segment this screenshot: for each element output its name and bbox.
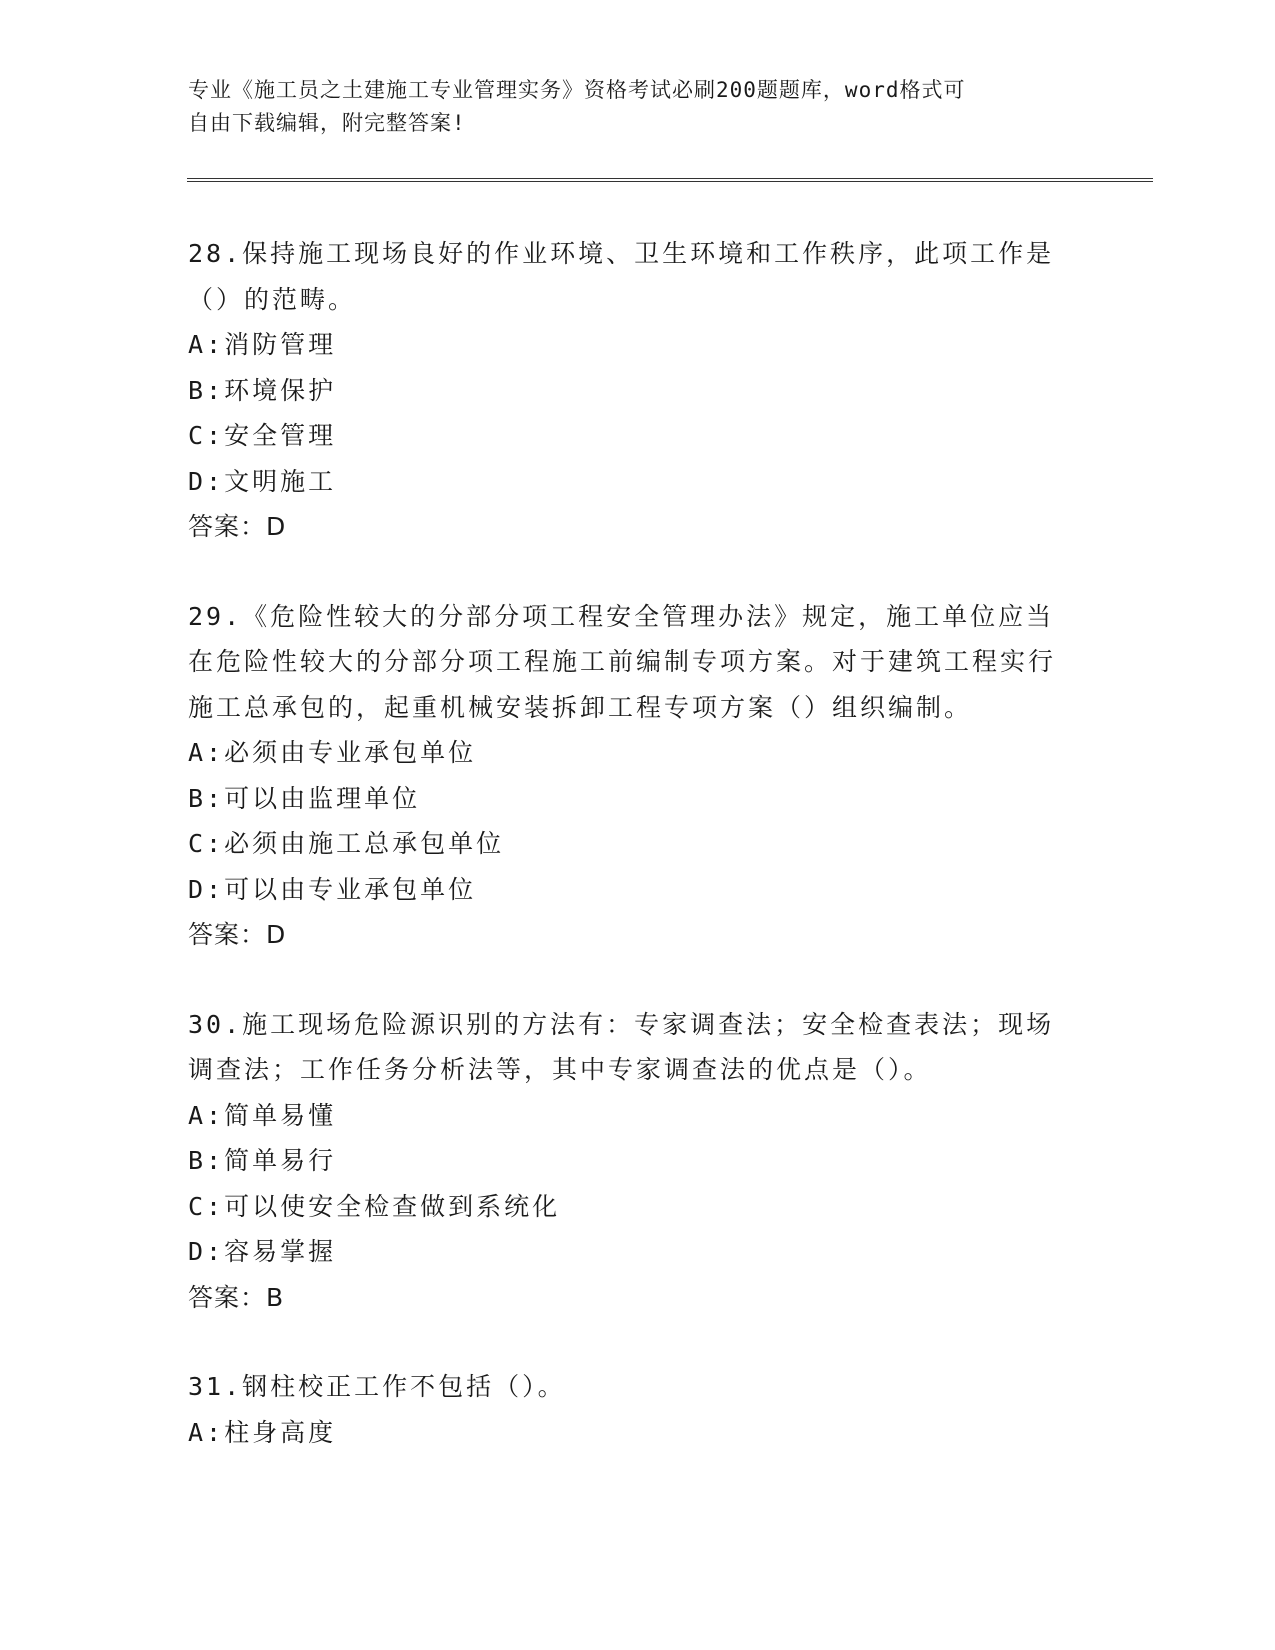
question-stem: 28.保持施工现场良好的作业环境、卫生环境和工作秩序，此项工作是（）的范畴。	[188, 239, 1055, 314]
header-line-2: 自由下载编辑，附完整答案!	[188, 111, 466, 135]
question-list	[188, 231, 1088, 1499]
question-28	[188, 231, 1088, 550]
option-c: C:安全管理	[188, 421, 337, 450]
question-30	[188, 1002, 1088, 1321]
option-d: D:可以由专业承包单位	[188, 874, 477, 904]
question-stem: 31.钢柱校正工作不包括（）。	[188, 1372, 566, 1401]
question-31	[188, 1364, 1088, 1455]
header-line-1: 专业《施工员之土建施工专业管理实务》资格考试必刷200题题库，word格式可	[188, 78, 966, 102]
option-b: B:可以由监理单位	[188, 783, 421, 813]
question-29	[188, 594, 1088, 958]
answer: 答案：D	[188, 512, 287, 541]
option-a: A:简单易懂	[188, 1100, 337, 1130]
answer: 答案：B	[188, 1282, 285, 1312]
option-a: A:消防管理	[188, 330, 337, 359]
option-c: C:可以使安全检查做到系统化	[188, 1191, 561, 1221]
option-b: B:简单易行	[188, 1146, 337, 1175]
option-a: A:必须由专业承包单位	[188, 738, 477, 767]
page-header	[188, 74, 1068, 140]
header-divider	[187, 178, 1153, 182]
question-stem: 29.《危险性较大的分部分项工程安全管理办法》规定，施工单位应当在危险性较大的分部分项工程施工前编制专项方案。对于建筑工程实行施工总承包的，起重机械安装拆卸工程专项方案（）组织编制。	[188, 601, 1057, 722]
option-a: A:柱身高度	[188, 1417, 337, 1447]
answer: 答案：D	[188, 920, 287, 949]
option-d: D:容易掌握	[188, 1237, 337, 1266]
option-d: D:文明施工	[188, 466, 337, 496]
option-c: C:必须由施工总承包单位	[188, 829, 505, 858]
option-b: B:环境保护	[188, 375, 337, 405]
question-stem: 30.施工现场危险源识别的方法有：专家调查法；安全检查表法；现场调查法；工作任务分析法等，其中专家调查法的优点是（）。	[188, 1009, 1055, 1084]
